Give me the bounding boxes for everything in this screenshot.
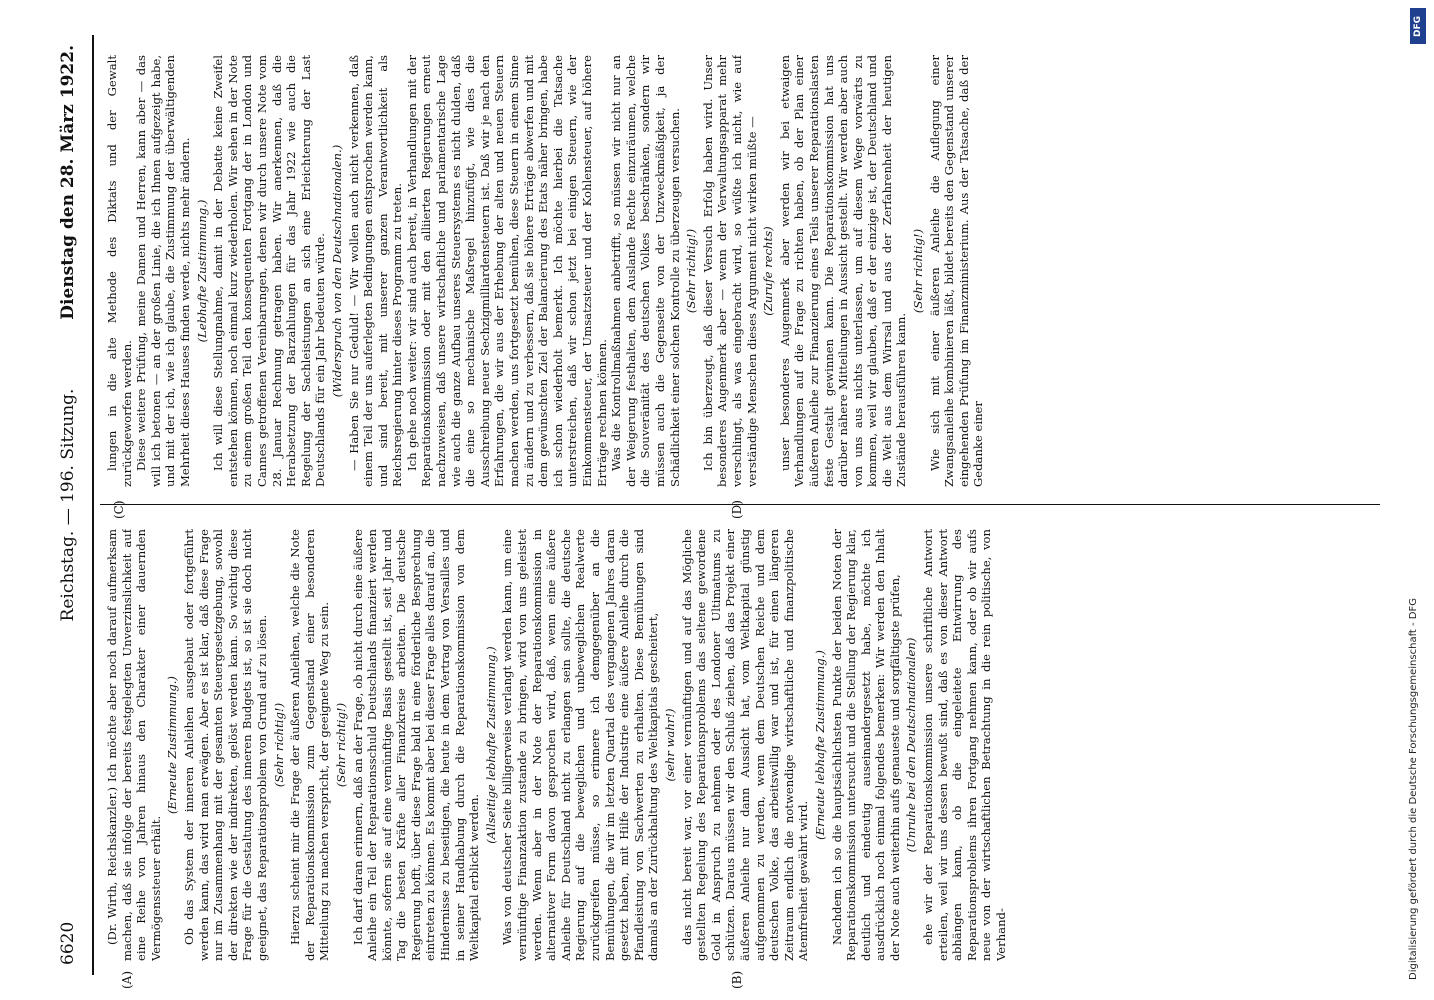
page-header [50,25,90,985]
interjection: (Sehr richtig!) [684,228,699,314]
paragraph: das nicht bereit war, vor einer vernünftigen und auf das Mögliche gestellten Regelung des Reparationsproblems das seltene gewordene Gold in Anspruch zu nehmen oder des Londoner Ultimatums zu schützen. Daraus müssen wir den Schluß ziehen, daß das Projekt einer äußeren Anleihe nur dann Aussicht hat, vom Weltkapital günstig aufgenommen zu werden, wenn dem Deutschen Reiche und dem deutschen Volke, das arbeitswillig war und ist, für einen längeren Zeitraum endlich die notwendige wirtschaftliche und finanzpolitische Atemfreiheit gewährt wird. [679,529,811,961]
column-divider [100,504,1380,505]
interjection: (Allseitige lebhafte Zustimmung.) [483,646,498,844]
paragraph: Ich gehe noch weiter: wir sind auch bereit, in Verhandlungen mit der Reparationskommission oder mit den alliierten Regierungen erneut nachzuweisen, daß unsere wirtschaftliche und parlamentarische Lage wie auch die ganze Aufbau unseres Steuersystems es nicht dulden, daß die eine so mechanische Maßregel hinzufügt, wie dies die Ausschreibung neuer Sechzigmilliardensteuern ist. Daß wir je nach den Erfahrungen, die wir aus der Erhebung der alten und neuen Steuern machen werden, uns fortgesetzt bemühen, diese Steuern in einem Sinne zu ändern und zu verbessern, daß sie höhere Erträge abwerfen und mit dem gewünschten Ziel der Balancierung des Etats näher bringen, habe ich schon wiederholt bemerkt. Ich möchte hierbei die Tatsache unterstreichen, daß wir schon jetzt bei einigen Steuern, wie der Einkommensteuer, der Umsatzsteuer und der Kohlensteuer, auf höhere Erträge rechnen können. [404,55,609,487]
paragraph: lungen in die alte Methode des Diktats und der Gewalt zurückgeworfen werden. [105,55,134,487]
margin-mark-d: (D) [730,500,744,519]
paragraph: Diese weitere Prüfung, meine Damen und Herren, kann aber — das will ich betonen — an der großen Linie, die ich Ihnen aufgezeigt habe, und mit der ich, wie ich glaube, die Zustimmung der überwältigenden Mehrheit dieses Hauses finden werde, nichts mehr ändern. [134,55,192,487]
paragraph: Was von deutscher Seite billigerweise verlangt werden kann, um eine vernünftige Finanzaktion zustande zu bringen, wird von uns geleistet werden. Wenn aber in der Note der Reparationskommission in alternativer Form davon gesprochen wird, daß, wenn eine äußere Anleihe für Deutschland nicht zu erlangen sein sollte, die deutsche Regierung auf die beweglichen und unbeweglichen Realwerte zurückgreifen müsse, so erinnere ich demgegenüber an die Bemühungen, die wir im letzten Quartal des vergangenen Jahres daran gesetzt haben, mit Hilfe der Industrie eine äußere Anleihe durch die Pfandleistung von Sachwerten zu erhalten. Diese Bemühungen sind damals an der Zurückhaltung des Weltkapitals gescheitert, [500,529,661,961]
paragraph: Nachdem ich so die hauptsächlichsten Punkte der beiden Noten der Reparationskommission untersucht und die Stellung der Regierung klar, deutlich und eindeutig auseinandergesetzt habe, möchte ich ausdrücklich noch einmal folgendes bemerken: Wir werden den Inhalt der Note auch weiterhin aufs genaueste und sorgfältigste prüfen, [829,529,902,961]
interjection: (Sehr richtig!) [911,228,926,314]
right-text-column [105,55,1375,487]
interjection: (Zurufe rechts) [761,226,776,316]
paragraph: Ich bin überzeugt, daß dieser Versuch Erfolg haben wird. Unser besonderes Augenmerk aber — wenn der Verwaltungsapparat mehr verschlingt, als was eingebracht wird, so wüßte ich nicht, wie auf verständige Menschen dieses Argument nicht wirken müßte — [700,55,759,487]
paragraph: (Dr. Wirth, Reichskanzler.) Ich möchte aber noch darauf aufmerksam machen, daß sie infolge der bereits festgelegten Unverzinslichkeit auf eine Reihe von Jahren hinaus den Charakter einer dauernden Vermögenssteuer erhält. [105,529,163,961]
interjection: (Sehr richtig!) [271,702,286,788]
dfg-credit-text: Digitalisierung gefördert durch die Deutsche Forschungsgemeinschaft - DFG [1408,597,1419,980]
dfg-credit-strip [1404,0,1434,1000]
paragraph: Ich darf daran erinnern, daß an der Frage, ob nicht durch eine äußere Anleihe ein Teil der Reparationsschuld Deutschlands finanziert werden könnte, sofern sie auf eine vernünftige Basis gestellt ist, seit Jahr und Tag die besten Kräfte aller Finanzkreise arbeiten. Die deutsche Regierung hofft, über diese Frage bald in eine förderliche Besprechung eintreten zu können. Es kommt aber bei dieser Frage alles darauf an, die Hindernisse zu beseitigen, die heute in dem Vertrag von Versailles und in seiner Handhabung durch die Reparationskommission von dem Weltkapital erblickt werden. [350,529,482,961]
paragraph: unser besonderes Augenmerk aber werden wir bei etwaigen Verhandlungen auf die Frage zu richten haben, ob der Plan einer äußeren Anleihe zur Finanzierung eines Teils unserer Reparationslasten feste Gestalt gewinnen kann. Die Reparationskommission hat uns darüber nähere Mitteilungen in Aussicht gestellt. Wir werden aber auch von uns aus nichts unterlassen, um auf diesem Wege vorwärts zu kommen, weil wir glauben, daß er der einzige ist, der Deutschland und die Welt aus dem Wirrsal und aus der Zerfahrenheit der heutigen Zustände herausführen kann. [777,55,909,487]
session-date: Dienstag den 28. März 1922. [58,45,78,320]
paragraph: Ob das System der inneren Anleihen ausgebaut oder fortgeführt werden kann, das wird man erwägen. Aber es ist klar, daß diese Frage nur im Zusammenhang mit der gesamten Steuergesetzgebung, sowohl der direkten wie der indirekten, gelöst werden kann. So wichtig diese Frage für die Gestaltung des inneren Budgets ist, so ist sie doch nicht geeignet, das Reparationsproblem von Grund auf zu lösen. [181,529,269,961]
left-text-column [105,529,1375,961]
dfg-logo: DFG [1410,8,1426,44]
interjection: (Sehr richtig!) [333,702,348,788]
interjection: (Erneute Zustimmung.) [165,676,180,814]
rotated-document-page [30,25,1420,989]
header-rule [92,35,94,975]
margin-mark-a: (A) [120,970,134,989]
interjection: (sehr wahr!) [662,708,677,782]
session-title: Reichstag. — 196. Sitzung. [58,388,78,622]
paragraph: Ich will diese Stellungnahme, damit in der Debatte keine Zweifel entstehen können, noch einmal kurz wiederholen. Wir sehen in der Note zu einem großen Teil den konsequenten Fortgang der in London und Cannes getroffenen Vereinbarungen, denen wir durch unsere Note vom 28. Januar Rechnung getragen haben. Wir anerkennen, daß die Herabsetzung der Barzahlungen für das Jahr 1922 wie auch die Regelung der Sachleistungen an sich eine Erleichterung der Last Deutschlands für ein Jahr bedeuten würde. [211,55,328,487]
interjection: (Erneute lebhafte Zustimmung.) [812,650,827,840]
paragraph: Was die Kontrollmaßnahmen anbetrifft, so müssen wir nicht nur an der Weigerung festhalten, dem Auslande Rechte einzuräumen, welche die Souveränität des deutschen Volkes beschränken, sondern wir müssen auch die Gegenseite von der Unzweckmäßigkeit, ja der Schädlichkeit einer solchen Kontrolle zu überzeugen versuchen. [609,55,682,487]
margin-mark-b: (B) [730,970,744,989]
interjection: (Widerspruch von den Deutschnationalen.) [329,144,344,398]
margin-mark-c: (C) [112,500,126,519]
interjection: (Lebhafte Zustimmung.) [194,199,209,343]
page-number: 6620 [58,921,78,965]
paragraph: — Haben Sie nur Geduld! — Wir wollen auch nicht verkennen, daß einem Teil der uns auferlegten Bedingungen entsprochen werden kann, und sind bereit, mit unserer ganzen Verantwortlichkeit als Reichsregierung hinter dieses Programm zu treten. [346,55,405,487]
paragraph: Hierzu scheint mir die Frage der äußeren Anleihen, welche die Note der Reparationskommission zum Gegenstand einer besonderen Mitteilung zu machen verspricht, der geeignete Weg zu sein. [288,529,332,961]
paragraph: ehe wir der Reparationskommission unsere schriftliche Antwort erteilen, weil wir uns dessen bewußt sind, daß es von dieser Antwort abhängen kann, ob die eingeleitete Entwirrung des Reparationsproblems ihren Fortgang nehmen kann, oder ob wir aufs neue von der wirtschaftlichen Betrachtung in die rein politische, von Verhand- [921,529,1009,961]
paragraph: Wie sich mit einer äußeren Anleihe die Auflegung einer Zwangsanleihe kombinieren läßt, bildet bereits den Gegenstand unserer eingehenden Prüfung im Finanzministerium. Aus der Tatsache, daß der Gedanke einer [927,55,986,487]
interjection: (Unruhe bei den Deutschnationalen) [904,637,919,853]
